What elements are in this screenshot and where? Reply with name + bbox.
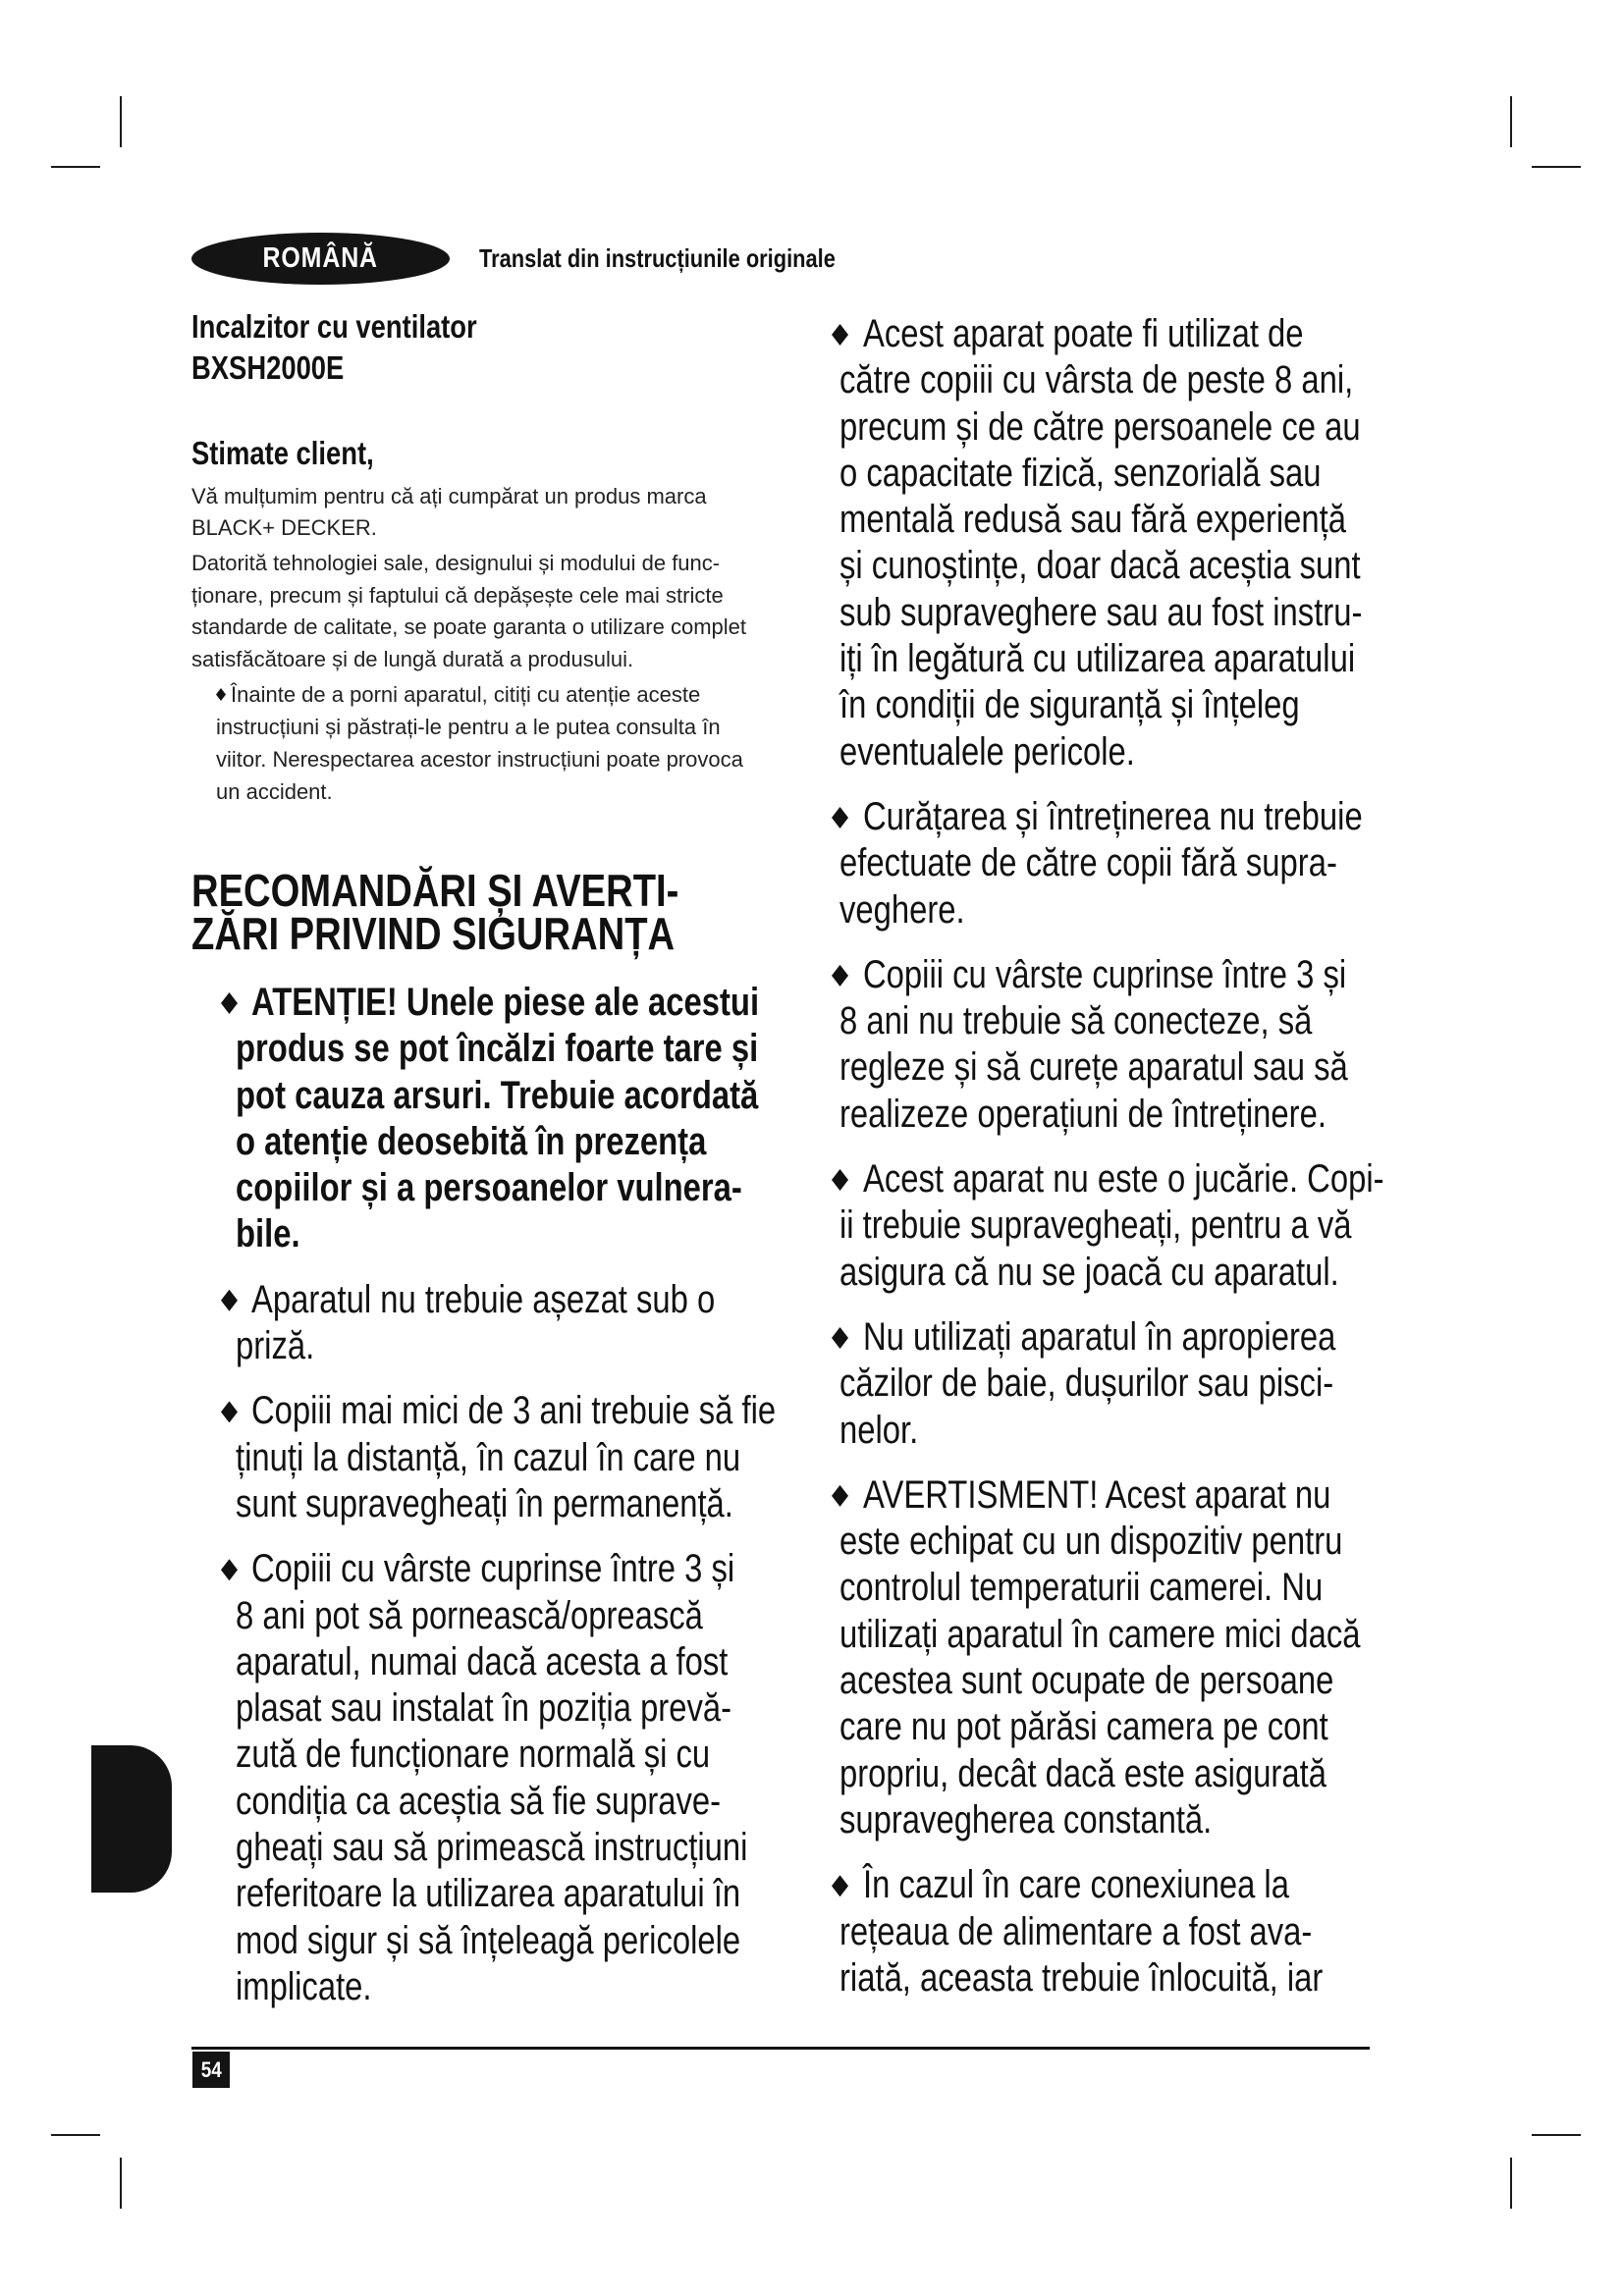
text-line: instrucțiuni și păstrați-le pentru a le putea consulta în [216, 715, 721, 739]
intro-note [216, 678, 743, 808]
safety-column-left [236, 980, 864, 2029]
text-line: realizeze operațiuni de întreținere. [839, 1092, 1326, 1136]
text-line: propriu, decât dacă este asigurată [839, 1751, 1326, 1795]
text-line: Copiii mai mici de 3 ani trebuie să fie [251, 1389, 777, 1433]
text-line: o capacitate fizică, senzorială sau [839, 451, 1322, 495]
text-line: gheați sau să primească instrucțiuni [236, 1826, 748, 1870]
text-line: și cunoștințe, doar dacă aceștia sunt [839, 544, 1361, 588]
bullet-icon [221, 1401, 238, 1422]
crop-mark-top-left-horizontal [51, 166, 100, 168]
text-line: condiția ca aceștia să fie suprave- [236, 1779, 722, 1823]
text-line: acestea sunt ocupate de persoane [839, 1659, 1334, 1703]
warning-item [236, 980, 864, 1258]
text-line: referitoare la utilizarea aparatului în [236, 1872, 741, 1916]
safety-item [236, 1388, 864, 1527]
text-line: este echipat cu un dispozitiv pentru [839, 1520, 1343, 1564]
safety-column-right [839, 311, 1468, 2020]
text-line: viitor. Nerespectarea acestor instrucțiuni poate provoca [216, 747, 743, 772]
bullet-icon [221, 992, 238, 1014]
text-line: asigura că nu se joacă cu aparatul. [839, 1250, 1339, 1294]
greeting: Stimate client, [191, 435, 374, 471]
text-line: ZĂRI PRIVIND SIGURANȚA [191, 908, 676, 959]
text-line: sub supraveghere sau au fost instru- [839, 590, 1363, 634]
intro-paragraph-quality [191, 548, 746, 675]
text-line: mod sigur și să înțeleagă pericolele [236, 1918, 741, 1962]
text-line: supravegherea constantă. [839, 1797, 1213, 1842]
safety-item [839, 1156, 1468, 1296]
crop-mark-top-left-vertical [120, 96, 122, 147]
text-line: Acest aparat nu este o jucărie. Copi- [863, 1157, 1384, 1201]
text-line: Acest aparat poate fi utilizat de [863, 312, 1304, 355]
safety-item [236, 1277, 864, 1370]
text-line: Copiii cu vârste cuprinse între 3 și [863, 952, 1347, 996]
text-line: 8 ani nu trebuie să conecteze, să [839, 999, 1313, 1043]
text-line: În cazul în care conexiunea la [863, 1863, 1289, 1907]
text-line: veghere. [839, 887, 965, 932]
text-line: standarde de calitate, se poate garanta o utilizare complet [191, 614, 747, 639]
text-line: căzilor de baie, dușurilor sau pisci- [839, 1362, 1334, 1406]
text-line: Înainte de a porni aparatul, citiți cu atenție aceste [231, 682, 701, 707]
safety-item [839, 952, 1468, 1138]
text-line: mentală redusă sau fără experiență [839, 498, 1347, 542]
text-line: Aparatul nu trebuie așezat sub o [251, 1277, 716, 1321]
text-line: zută de funcționare normală și cu [236, 1733, 711, 1777]
text-line: plasat sau instalat în poziția prevă- [236, 1686, 732, 1731]
text-line: care nu pot părăsi camera pe cont [839, 1705, 1328, 1749]
text-line: Vă mulțumim pentru că ați cumpărat un produs marca [191, 484, 707, 508]
crop-mark-top-right-vertical [1510, 96, 1512, 147]
text-line: eventualele pericole. [839, 729, 1135, 774]
safety-item [839, 1314, 1468, 1454]
footer-rule [191, 2047, 1370, 2050]
text-line: precum și de către persoanele ce au [839, 404, 1361, 449]
text-line: ținuți la distanță, în cazul în care nu [236, 1435, 741, 1479]
text-line: pot cauza arsuri. Trebuie acordată [236, 1073, 759, 1117]
text-line: AVERTISMENT! Acest aparat nu [863, 1472, 1331, 1517]
text-line: sunt supravegheați în permanență. [236, 1481, 733, 1525]
safety-item [839, 311, 1468, 775]
text-line: aparatul, numai dacă acesta a fost [236, 1639, 729, 1683]
crop-mark-top-right-horizontal [1532, 166, 1581, 168]
text-line: priză. [236, 1324, 315, 1368]
safety-heading [191, 865, 779, 959]
text-line: produs se pot încălzi foarte tare și [236, 1027, 759, 1071]
crop-mark-bottom-right-vertical [1510, 2158, 1512, 2209]
bullet-icon [221, 1290, 238, 1311]
product-model: BXSH2000E [191, 349, 345, 386]
text-line: ii trebuie supravegheați, pentru a vă [839, 1203, 1352, 1248]
product-name: Incalzitor cu ventilator [191, 308, 477, 345]
text-line: satisfăcătoare și de lungă durată a produsului. [191, 646, 634, 671]
text-line: ATENȚIE! Unele piese ale acestui [251, 981, 760, 1024]
crop-mark-bottom-left-vertical [120, 2158, 122, 2209]
text-line: efectuate de către copii fără supra- [839, 841, 1337, 885]
text-line: Curățarea și întreținerea nu trebuie [863, 794, 1363, 838]
text-line: Nu utilizați aparatul în apropierea [863, 1314, 1336, 1359]
product-title [191, 306, 535, 389]
safety-item [839, 1472, 1468, 1843]
safety-item [839, 794, 1468, 934]
bullet-icon [832, 807, 848, 828]
translation-note: Translat din instrucțiunile originale [479, 243, 836, 273]
text-line: BLACK+ DECKER. [191, 514, 377, 540]
text-line: nelor. [839, 1408, 919, 1452]
language-label: ROMÂNĂ [262, 242, 379, 274]
text-line: iți în legătură cu utilizarea aparatului [839, 637, 1356, 681]
page-number: 54 [200, 2057, 222, 2082]
text-line: controlul temperaturii camerei. Nu [839, 1566, 1324, 1610]
text-line: 8 ani pot să pornească/oprească [236, 1593, 703, 1637]
language-section-tab [91, 1745, 172, 1893]
text-line: copiilor și a persoanelor vulnera- [236, 1166, 742, 1210]
text-line: către copiii cu vârsta de peste 8 ani, [839, 358, 1354, 402]
intro-note-text [216, 678, 743, 808]
safety-item [839, 1862, 1468, 2002]
safety-item [236, 1546, 864, 2010]
text-line: rețeaua de alimentare a fost ava- [839, 1909, 1313, 1953]
bullet-icon [221, 1559, 238, 1580]
text-line: o atenție deosebită în prezența [236, 1119, 707, 1163]
text-line: Copiii cu vârste cuprinse între 3 și [251, 1547, 735, 1591]
crop-mark-bottom-left-horizontal [51, 2134, 100, 2136]
language-badge [191, 233, 450, 285]
crop-mark-bottom-right-horizontal [1532, 2134, 1581, 2136]
text-line: regleze și să curețe aparatul sau să [839, 1045, 1348, 1090]
text-line: utilizați aparatul în camere mici dacă [839, 1612, 1361, 1656]
intro-paragraph-thanks [191, 481, 707, 543]
text-line: RECOMANDĂRI ȘI AVERTI- [191, 865, 679, 916]
text-line: bile. [236, 1212, 300, 1256]
text-line: riată, aceasta trebuie înlocuită, iar [839, 1955, 1324, 2000]
text-line: ționare, precum și faptului că depășește cele mai stricte [191, 582, 724, 608]
text-line: un accident. [216, 779, 333, 804]
bullet-icon [832, 324, 848, 346]
text-line: implicate. [236, 1964, 372, 2008]
page-number-box [192, 2052, 230, 2088]
text-line: Datorită tehnologiei sale, designului și modului de func- [191, 551, 721, 575]
text-line: în condiții de siguranță și înțeleg [839, 683, 1300, 727]
